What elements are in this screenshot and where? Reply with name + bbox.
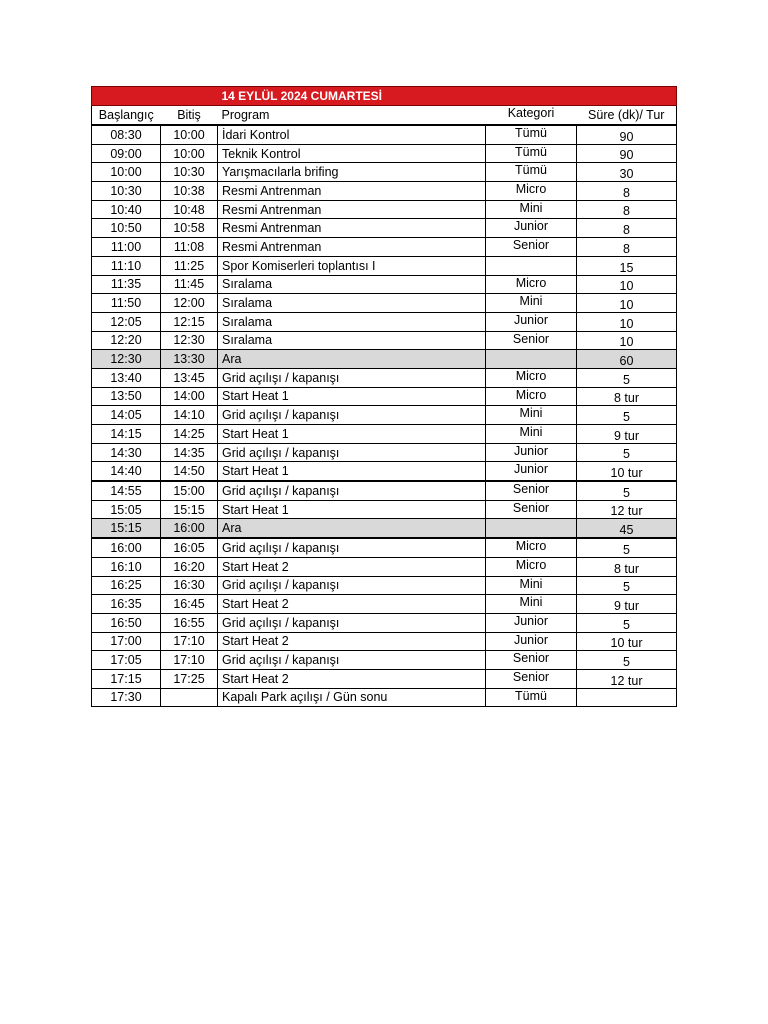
category-cell: Micro [486, 387, 577, 406]
duration-cell: 90 [577, 144, 677, 163]
duration-cell [577, 688, 677, 707]
category-cell: Mini [486, 425, 577, 444]
category-cell: Senior [486, 331, 577, 350]
table-row [92, 238, 677, 257]
program-cell: Start Heat 2 [218, 632, 486, 651]
category-cell: Tümü [486, 163, 577, 182]
start-time-cell: 10:50 [92, 219, 161, 238]
program-cell: Spor Komiserleri toplantısı I [218, 256, 486, 275]
duration-cell: 8 tur [577, 387, 677, 406]
duration-cell: 12 tur [577, 669, 677, 688]
category-cell [486, 350, 577, 369]
table-row [92, 406, 677, 425]
end-time-cell: 12:00 [161, 294, 218, 313]
table-row [92, 125, 677, 144]
start-time-cell: 12:30 [92, 350, 161, 369]
table-row [92, 595, 677, 614]
end-time-cell: 12:15 [161, 312, 218, 331]
end-time-cell: 10:48 [161, 200, 218, 219]
start-time-cell: 10:30 [92, 182, 161, 201]
start-time-cell: 16:10 [92, 557, 161, 576]
duration-cell: 5 [577, 368, 677, 387]
program-cell: Resmi Antrenman [218, 219, 486, 238]
header-row [92, 106, 677, 126]
start-time-cell: 15:15 [92, 519, 161, 538]
program-cell: Yarışmacılarla brifing [218, 163, 486, 182]
start-time-cell: 17:15 [92, 669, 161, 688]
start-time-cell: 11:35 [92, 275, 161, 294]
table-row [92, 632, 677, 651]
duration-cell: 10 tur [577, 632, 677, 651]
start-time-cell: 16:35 [92, 595, 161, 614]
schedule-body [92, 125, 677, 707]
start-time-cell: 13:50 [92, 387, 161, 406]
program-cell: Grid açılışı / kapanışı [218, 613, 486, 632]
end-time-cell: 17:10 [161, 651, 218, 670]
table-row [92, 462, 677, 481]
program-cell: Sıralama [218, 294, 486, 313]
end-time-cell: 16:05 [161, 538, 218, 557]
title-row [92, 87, 677, 106]
table-row [92, 387, 677, 406]
header-end: Bitiş [161, 106, 218, 126]
program-cell: Grid açılışı / kapanışı [218, 443, 486, 462]
duration-cell: 8 [577, 219, 677, 238]
header-start: Başlangıç [92, 106, 161, 126]
duration-cell: 5 [577, 538, 677, 557]
end-time-cell: 10:00 [161, 125, 218, 144]
start-time-cell: 11:10 [92, 256, 161, 275]
end-time-cell: 13:30 [161, 350, 218, 369]
category-cell: Mini [486, 595, 577, 614]
start-time-cell: 11:00 [92, 238, 161, 257]
table-row [92, 425, 677, 444]
program-cell: Start Heat 1 [218, 387, 486, 406]
table-row [92, 481, 677, 500]
category-cell: Junior [486, 613, 577, 632]
header-duration: Süre (dk)/ Tur [577, 106, 677, 126]
start-time-cell: 16:50 [92, 613, 161, 632]
start-time-cell: 09:00 [92, 144, 161, 163]
category-cell: Tümü [486, 125, 577, 144]
category-cell: Mini [486, 576, 577, 595]
start-time-cell: 14:15 [92, 425, 161, 444]
category-cell: Micro [486, 557, 577, 576]
duration-cell: 90 [577, 125, 677, 144]
program-cell: İdari Kontrol [218, 125, 486, 144]
duration-cell: 8 [577, 200, 677, 219]
category-cell: Tümü [486, 688, 577, 707]
table-row [92, 557, 677, 576]
start-time-cell: 10:40 [92, 200, 161, 219]
table-row [92, 613, 677, 632]
table-row [92, 500, 677, 519]
start-time-cell: 14:40 [92, 462, 161, 481]
program-cell: Resmi Antrenman [218, 238, 486, 257]
category-cell: Senior [486, 669, 577, 688]
end-time-cell: 16:20 [161, 557, 218, 576]
end-time-cell: 14:00 [161, 387, 218, 406]
category-cell: Senior [486, 238, 577, 257]
table-row [92, 576, 677, 595]
start-time-cell: 14:55 [92, 481, 161, 500]
end-time-cell: 12:30 [161, 331, 218, 350]
schedule-title: 14 EYLÜL 2024 CUMARTESİ [218, 87, 486, 106]
duration-cell: 8 [577, 238, 677, 257]
duration-cell: 5 [577, 443, 677, 462]
header-category: Kategori [486, 106, 577, 126]
schedule-sheet [91, 86, 676, 707]
table-row [92, 688, 677, 707]
program-cell: Grid açılışı / kapanışı [218, 651, 486, 670]
end-time-cell: 15:00 [161, 481, 218, 500]
end-time-cell: 16:30 [161, 576, 218, 595]
category-cell: Micro [486, 368, 577, 387]
category-cell: Junior [486, 443, 577, 462]
table-row [92, 256, 677, 275]
start-time-cell: 15:05 [92, 500, 161, 519]
start-time-cell: 11:50 [92, 294, 161, 313]
start-time-cell: 13:40 [92, 368, 161, 387]
start-time-cell: 12:20 [92, 331, 161, 350]
end-time-cell: 14:35 [161, 443, 218, 462]
program-cell: Sıralama [218, 312, 486, 331]
end-time-cell [161, 688, 218, 707]
category-cell: Senior [486, 500, 577, 519]
duration-cell: 45 [577, 519, 677, 538]
category-cell [486, 256, 577, 275]
program-cell: Teknik Kontrol [218, 144, 486, 163]
duration-cell: 10 [577, 275, 677, 294]
table-row [92, 312, 677, 331]
duration-cell: 12 tur [577, 500, 677, 519]
duration-cell: 60 [577, 350, 677, 369]
program-cell: Ara [218, 350, 486, 369]
start-time-cell: 17:30 [92, 688, 161, 707]
category-cell [486, 519, 577, 538]
duration-cell: 5 [577, 613, 677, 632]
table-row [92, 294, 677, 313]
table-row [92, 651, 677, 670]
end-time-cell: 10:58 [161, 219, 218, 238]
end-time-cell: 11:08 [161, 238, 218, 257]
table-row [92, 182, 677, 201]
end-time-cell: 14:25 [161, 425, 218, 444]
end-time-cell: 11:45 [161, 275, 218, 294]
start-time-cell: 12:05 [92, 312, 161, 331]
category-cell: Tümü [486, 144, 577, 163]
table-row [92, 200, 677, 219]
start-time-cell: 17:05 [92, 651, 161, 670]
category-cell: Mini [486, 294, 577, 313]
end-time-cell: 14:10 [161, 406, 218, 425]
table-row [92, 538, 677, 557]
table-row [92, 331, 677, 350]
duration-cell: 5 [577, 576, 677, 595]
category-cell: Mini [486, 200, 577, 219]
duration-cell: 10 [577, 312, 677, 331]
duration-cell: 5 [577, 651, 677, 670]
program-cell: Kapalı Park açılışı / Gün sonu [218, 688, 486, 707]
program-cell: Grid açılışı / kapanışı [218, 576, 486, 595]
program-cell: Start Heat 2 [218, 669, 486, 688]
start-time-cell: 16:00 [92, 538, 161, 557]
program-cell: Start Heat 2 [218, 557, 486, 576]
end-time-cell: 14:50 [161, 462, 218, 481]
duration-cell: 8 tur [577, 557, 677, 576]
end-time-cell: 16:45 [161, 595, 218, 614]
category-cell: Senior [486, 481, 577, 500]
category-cell: Junior [486, 462, 577, 481]
category-cell: Micro [486, 275, 577, 294]
header-program: Program [218, 106, 486, 126]
duration-cell: 10 [577, 294, 677, 313]
program-cell: Resmi Antrenman [218, 182, 486, 201]
table-row [92, 368, 677, 387]
duration-cell: 5 [577, 406, 677, 425]
program-cell: Start Heat 1 [218, 500, 486, 519]
table-row [92, 144, 677, 163]
program-cell: Grid açılışı / kapanışı [218, 481, 486, 500]
start-time-cell: 17:00 [92, 632, 161, 651]
category-cell: Mini [486, 406, 577, 425]
end-time-cell: 17:25 [161, 669, 218, 688]
category-cell: Junior [486, 312, 577, 331]
program-cell: Grid açılışı / kapanışı [218, 538, 486, 557]
duration-cell: 9 tur [577, 595, 677, 614]
program-cell: Resmi Antrenman [218, 200, 486, 219]
duration-cell: 30 [577, 163, 677, 182]
program-cell: Sıralama [218, 331, 486, 350]
program-cell: Ara [218, 519, 486, 538]
start-time-cell: 14:30 [92, 443, 161, 462]
schedule-table [91, 86, 677, 707]
program-cell: Grid açılışı / kapanışı [218, 368, 486, 387]
program-cell: Start Heat 1 [218, 425, 486, 444]
end-time-cell: 16:00 [161, 519, 218, 538]
program-cell: Start Heat 1 [218, 462, 486, 481]
start-time-cell: 10:00 [92, 163, 161, 182]
start-time-cell: 14:05 [92, 406, 161, 425]
duration-cell: 5 [577, 481, 677, 500]
end-time-cell: 10:30 [161, 163, 218, 182]
program-cell: Sıralama [218, 275, 486, 294]
end-time-cell: 15:15 [161, 500, 218, 519]
program-cell: Start Heat 2 [218, 595, 486, 614]
start-time-cell: 16:25 [92, 576, 161, 595]
table-row [92, 163, 677, 182]
category-cell: Micro [486, 538, 577, 557]
end-time-cell: 10:00 [161, 144, 218, 163]
end-time-cell: 16:55 [161, 613, 218, 632]
duration-cell: 15 [577, 256, 677, 275]
category-cell: Junior [486, 219, 577, 238]
table-row [92, 669, 677, 688]
end-time-cell: 10:38 [161, 182, 218, 201]
duration-cell: 9 tur [577, 425, 677, 444]
break-row [92, 350, 677, 369]
duration-cell: 10 [577, 331, 677, 350]
duration-cell: 8 [577, 182, 677, 201]
category-cell: Micro [486, 182, 577, 201]
program-cell: Grid açılışı / kapanışı [218, 406, 486, 425]
start-time-cell: 08:30 [92, 125, 161, 144]
end-time-cell: 17:10 [161, 632, 218, 651]
table-row [92, 219, 677, 238]
end-time-cell: 13:45 [161, 368, 218, 387]
table-row [92, 275, 677, 294]
duration-cell: 10 tur [577, 462, 677, 481]
category-cell: Junior [486, 632, 577, 651]
category-cell: Senior [486, 651, 577, 670]
end-time-cell: 11:25 [161, 256, 218, 275]
break-row [92, 519, 677, 538]
table-row [92, 443, 677, 462]
